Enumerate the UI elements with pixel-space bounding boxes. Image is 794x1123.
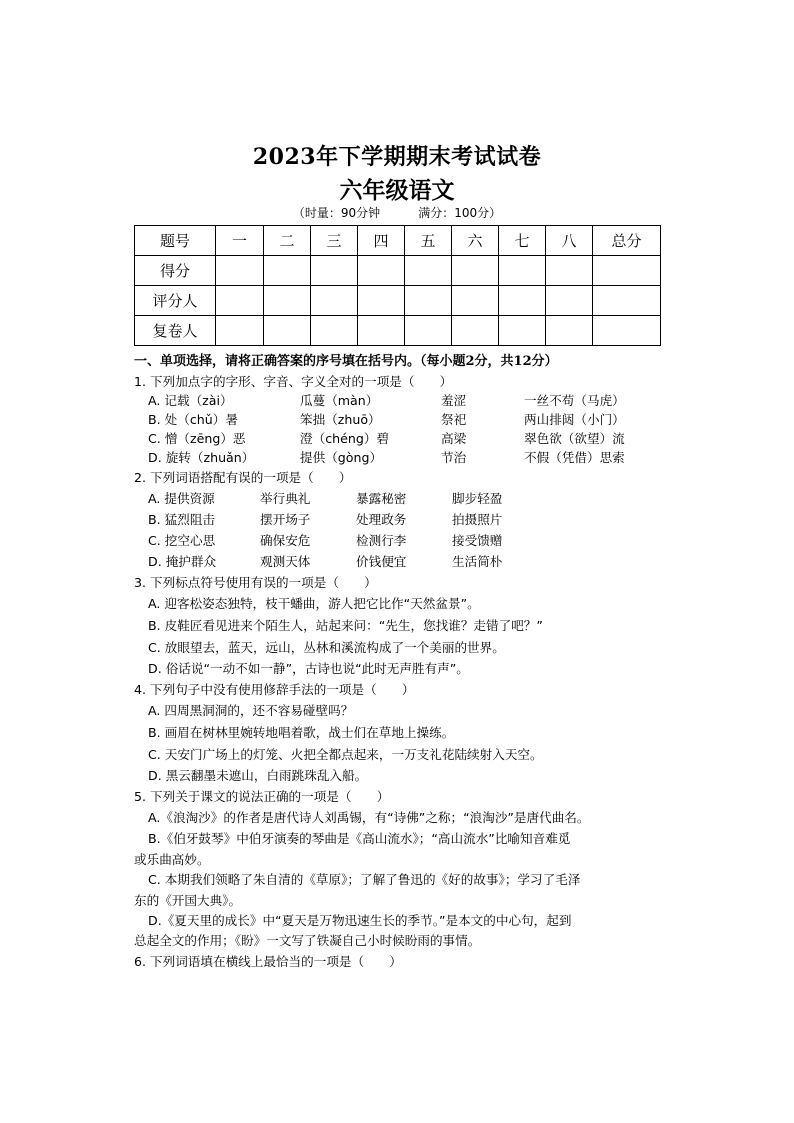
option-line: A. 四周黑洞洞的，还不容易碰壁吗？	[148, 703, 354, 718]
exam-title: 2023年下学期期末考试试卷	[252, 144, 542, 170]
score-cell	[546, 256, 593, 286]
option-cell: 接受馈赠	[452, 533, 503, 548]
score-table-row	[135, 316, 661, 346]
option-cell: 暴露秘密	[356, 491, 407, 506]
score-cell	[358, 316, 405, 346]
score-cell	[452, 256, 499, 286]
exam-meta	[0, 204, 794, 221]
option-line: 东的《开国大典》。	[134, 893, 242, 908]
option-cell: 羞涩	[441, 393, 467, 408]
option-line: B. 画眉在树林里婉转地唱着歌，战士们在草地上操练。	[148, 725, 455, 740]
score-cell	[216, 316, 264, 346]
option-cell: 价钱便宜	[356, 554, 407, 569]
option-line: D. 黑云翻墨未遮山，白雨跳珠乱入船。	[148, 768, 368, 783]
option-line: C. 放眼望去，蓝天，远山，丛林和溪流构成了一个美丽的世界。	[148, 640, 505, 655]
header-cell: 总分	[593, 226, 661, 256]
exam-subtitle: 六年级语文	[339, 177, 455, 204]
option-cell: 举行典礼	[260, 491, 311, 506]
score-cell	[264, 316, 311, 346]
option-cell: B. 处（chǔ）暑	[148, 412, 238, 427]
option-cell: 澄（chéng）碧	[300, 431, 390, 446]
question-stem: 3. 下列标点符号使用有误的一项是（ ）	[134, 575, 377, 590]
option-line: A. 迎客松姿态独特，枝干蟠曲，游人把它比作“天然盆景”。	[148, 596, 480, 611]
question-stem: 2. 下列词语搭配有误的一项是（ ）	[134, 470, 352, 485]
score-table	[134, 225, 661, 346]
score-cell	[216, 256, 264, 286]
score-cell	[593, 316, 661, 346]
score-table-row	[135, 256, 661, 286]
option-cell: 生活简朴	[452, 554, 503, 569]
option-cell: 高梁	[441, 431, 467, 446]
option-cell: 观测天体	[260, 554, 311, 569]
score-cell	[546, 316, 593, 346]
option-cell: 脚步轻盈	[452, 491, 503, 506]
option-line: B. 皮鞋匠看见进来个陌生人，站起来问：“先生，您找谁？走错了吧？”	[148, 618, 543, 633]
option-cell: 祭祀	[441, 412, 467, 427]
question-stem: 4. 下列句子中没有使用修辞手法的一项是（ ）	[134, 682, 415, 697]
header-cell: 八	[546, 226, 593, 256]
option-cell: 两山排闼（小门）	[524, 412, 625, 427]
option-cell: 摆开场子	[260, 512, 311, 527]
time-limit: （时量：90分钟	[292, 206, 381, 220]
score-cell	[311, 256, 358, 286]
score-cell	[358, 256, 405, 286]
option-cell: 不假（凭借）思索	[524, 450, 625, 465]
option-cell: 瓜蔓（màn）	[300, 393, 379, 408]
score-cell	[499, 316, 546, 346]
option-cell: 一丝不苟（马虎）	[524, 393, 625, 408]
score-cell	[546, 286, 593, 316]
section-heading: 一、单项选择，请将正确答案的序号填在括号内。（每小题2分，共12分）	[134, 354, 558, 369]
header-cell: 三	[311, 226, 358, 256]
score-cell	[499, 286, 546, 316]
option-cell: A. 记载（zài）	[148, 393, 233, 408]
score-cell	[405, 256, 452, 286]
option-cell: 处理政务	[356, 512, 407, 527]
score-cell	[311, 316, 358, 346]
score-cell	[264, 286, 311, 316]
header-cell: 二	[264, 226, 311, 256]
option-cell: 翠色欲（欲望）流	[524, 431, 625, 446]
option-cell: D. 旋转（zhuǎn）	[148, 450, 255, 465]
question-stem: 6. 下列词语填在横线上最恰当的一项是（ ）	[134, 954, 402, 969]
score-cell	[358, 286, 405, 316]
score-cell	[452, 286, 499, 316]
score-cell	[216, 286, 264, 316]
score-cell	[593, 286, 661, 316]
row-label: 复卷人	[135, 316, 216, 346]
header-cell: 六	[452, 226, 499, 256]
option-cell: 提供（gòng）	[300, 450, 383, 465]
option-line: C. 本期我们领略了朱自清的《草原》；了解了鲁迅的《好的故事》；学习了毛泽	[148, 872, 581, 887]
header-cell: 七	[499, 226, 546, 256]
row-label: 评分人	[135, 286, 216, 316]
option-line: D. 俗话说“一动不如一静”，古诗也说“此时无声胜有声”。	[148, 661, 469, 676]
option-cell: 拍摄照片	[452, 512, 503, 527]
option-cell: 确保安危	[260, 533, 311, 548]
score-table-header-row	[135, 226, 661, 256]
score-cell	[264, 256, 311, 286]
option-cell: 检测行李	[356, 533, 407, 548]
option-cell: 笨拙（zhuō）	[300, 412, 381, 427]
option-cell: A. 提供资源	[148, 491, 215, 506]
full-score: 满分：100分）	[418, 206, 502, 220]
header-cell: 四	[358, 226, 405, 256]
option-line: C. 天安门广场上的灯笼、火把全都点起来，一万支礼花陆续射入天空。	[148, 747, 543, 762]
option-cell: C. 挖空心思	[148, 533, 216, 548]
option-line: 或乐曲高妙。	[134, 852, 210, 867]
score-table-row	[135, 286, 661, 316]
question-stem: 1. 下列加点字的字形、字音、字义全对的一项是（ ）	[134, 374, 453, 389]
score-cell	[311, 286, 358, 316]
option-cell: C. 憎（zēng）恶	[148, 431, 246, 446]
option-cell: B. 猛烈阻击	[148, 512, 216, 527]
score-cell	[405, 286, 452, 316]
score-cell	[452, 316, 499, 346]
header-cell: 题号	[135, 226, 216, 256]
header-cell: 一	[216, 226, 264, 256]
score-cell	[593, 256, 661, 286]
option-cell: D. 掩护群众	[148, 554, 217, 569]
question-stem: 5. 下列关于课文的说法正确的一项是（ ）	[134, 789, 390, 804]
row-label: 得分	[135, 256, 216, 286]
header-cell: 五	[405, 226, 452, 256]
option-line: B.《伯牙鼓琴》中伯牙演奏的琴曲是《高山流水》；“高山流水”比喻知音难觅	[148, 831, 571, 846]
option-line: 总起全文的作用；《盼》一文写了铁凝自己小时候盼雨的事情。	[134, 933, 481, 948]
score-cell	[499, 256, 546, 286]
option-cell: 节治	[441, 450, 467, 465]
option-line: D.《夏天里的成长》中“夏天是万物迅速生长的季节。”是本文的中心句，起到	[148, 913, 572, 928]
option-line: A.《浪淘沙》的作者是唐代诗人刘禹锡，有“诗佛”之称；“浪淘沙”是唐代曲名。	[148, 810, 590, 825]
score-cell	[405, 316, 452, 346]
